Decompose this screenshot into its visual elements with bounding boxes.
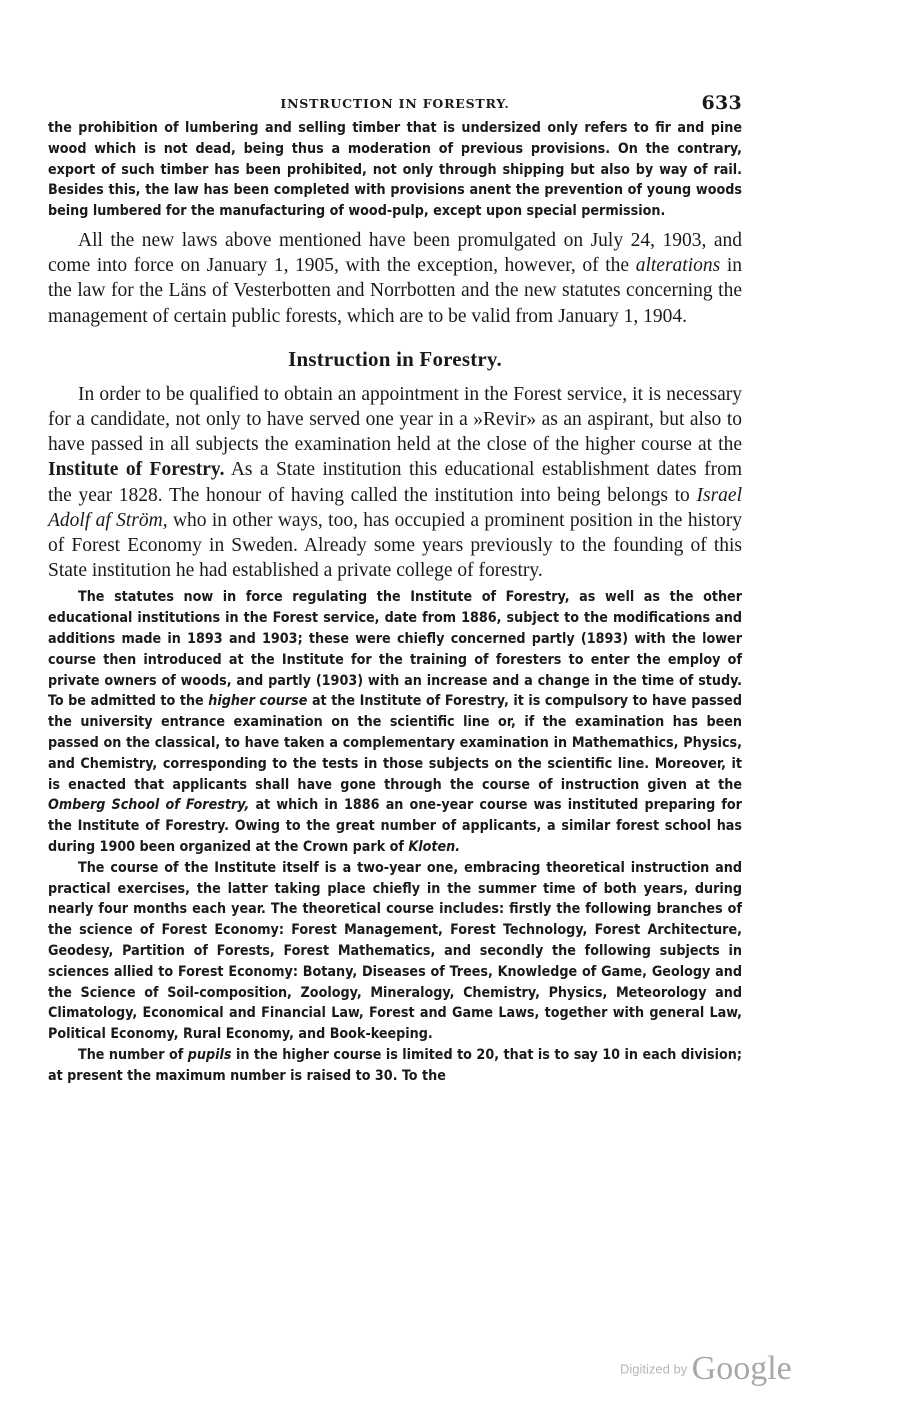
paragraph-qualification [48, 382, 742, 584]
section-heading: Instruction in Forestry. [288, 346, 502, 371]
text-run: The statutes now in force regulating the Institute of Forestry, as well as the other educational institutions in the Forest service, date from 1886, subject to the modifications and additions made in 1893 and 1903; these were chiefly concerned partly (1893) with the lower course then introduced at the Institute for the training of foresters to enter the employ of private owners of woods, and partly (1903) with an increase and a change in the time of study. To be admitted to the [48, 589, 742, 710]
paragraph-pupils [48, 1045, 742, 1087]
paragraph-course: The course of the Institute itself is a two-year one, embracing theoretical instruction and practical exercises, the latter taking place chiefly in the summer time of both years, during nearly four months each year. The theoretical course includes: firstly the following branches of the science of Forest Economy: Forest Management, Forest Technology, Forest Architecture, Geodesy, Partition of Forests, Forest Mathematics, and secondly the following subjects in sciences allied to Forest Economy: Botany, Diseases of Trees, Knowledge of Game, Geology and the Science of Soil-composition, Zoology, Mineralogy, Chemistry, Physics, Meteorology and Climatology, Economical and Financial Law, Forest and Game Laws, together with general Law, Political Economy, Rural Economy, and Book-keeping. [48, 859, 742, 1043]
watermark-prefix: Digitized by [620, 1361, 688, 1377]
text-run: at the Institute of Forestry, it is compulsory to have passed the university entrance examination on the scientific line or, if the examination has been passed on the classical, to have taken a complementary examination in Mathemathics, Physics, and Chemistry, corresponding to the tests in those subjects on the scientific line. Moreover, it is enacted that applicants shall have gone through the course of instruction given at the [48, 693, 742, 793]
paragraph-continuation: the prohibition of lumbering and selling timber that is undersized only refers to fir and pine wood which is not dead, being thus a moderation of previous provisions. On the contrary, export of such timber has been prohibited, not only through shipping but also by way of rail. Besides this, the law has been completed with provisions anent the prevention of young woods being lumbered for the manufacturing of wood-pulp, except upon special permission. [48, 120, 742, 220]
running-title: INSTRUCTION IN FORESTRY. [280, 96, 510, 111]
page-number: 633 [701, 92, 742, 114]
google-logo: Google [691, 1350, 792, 1387]
emphasis-pupils: pupils [187, 1046, 232, 1063]
paragraph-statutes [48, 587, 742, 857]
bold-institute: Institute of Forestry. [48, 459, 225, 481]
text-run: The number of [78, 1046, 188, 1063]
emphasis-higher-course: higher course [208, 693, 308, 710]
page-content [48, 92, 742, 1087]
emphasis-alterations: alterations [635, 255, 721, 277]
text-run: who in other ways, too, has occupied a prominent position in the history of Forest Economy in Sweden. Already some years previously to the founding of this State institution he had established a private college of forestry. [48, 509, 742, 582]
paragraph-laws [48, 228, 742, 329]
text-run: in the higher course is limited to 20, that is to say 10 in each division; at present the maximum number is raised to 30. To the [48, 1046, 742, 1084]
emphasis-name: Israel Adolf af Ström, [48, 484, 742, 531]
emphasis-omberg: Omberg School of Forestry, [48, 797, 250, 814]
text-run: As a State institution this educational establishment dates from the year 1828. The honour of having called the institution into being belongs to [48, 459, 742, 506]
text-run: All the new laws above mentioned have been promulgated on July 24, 1903, and come into force on January 1, 1905, with the exception, however, of the [48, 229, 742, 277]
text-run: in the law for the Läns of Vesterbotten and Norrbotten and the new statutes concerning the management of certain public forests, which are to be valid from January 1, 1904. [48, 255, 743, 327]
page-header [48, 92, 742, 118]
digitized-watermark [620, 1350, 792, 1388]
emphasis-kloten: Kloten. [408, 838, 461, 855]
text-run: In order to be qualified to obtain an appointment in the Forest service, it is necessary for a candidate, not only to have served one year in a »Revir» as an aspirant, but also to have passed in all subjects the examination held at the close of the higher course at the [48, 383, 742, 456]
text-run: at which in 1886 an one-year course was instituted preparing for the Institute of Forestry. Owing to the great number of applicants, a similar forest school has during 1900 been organized at the Crown park of [48, 797, 742, 855]
